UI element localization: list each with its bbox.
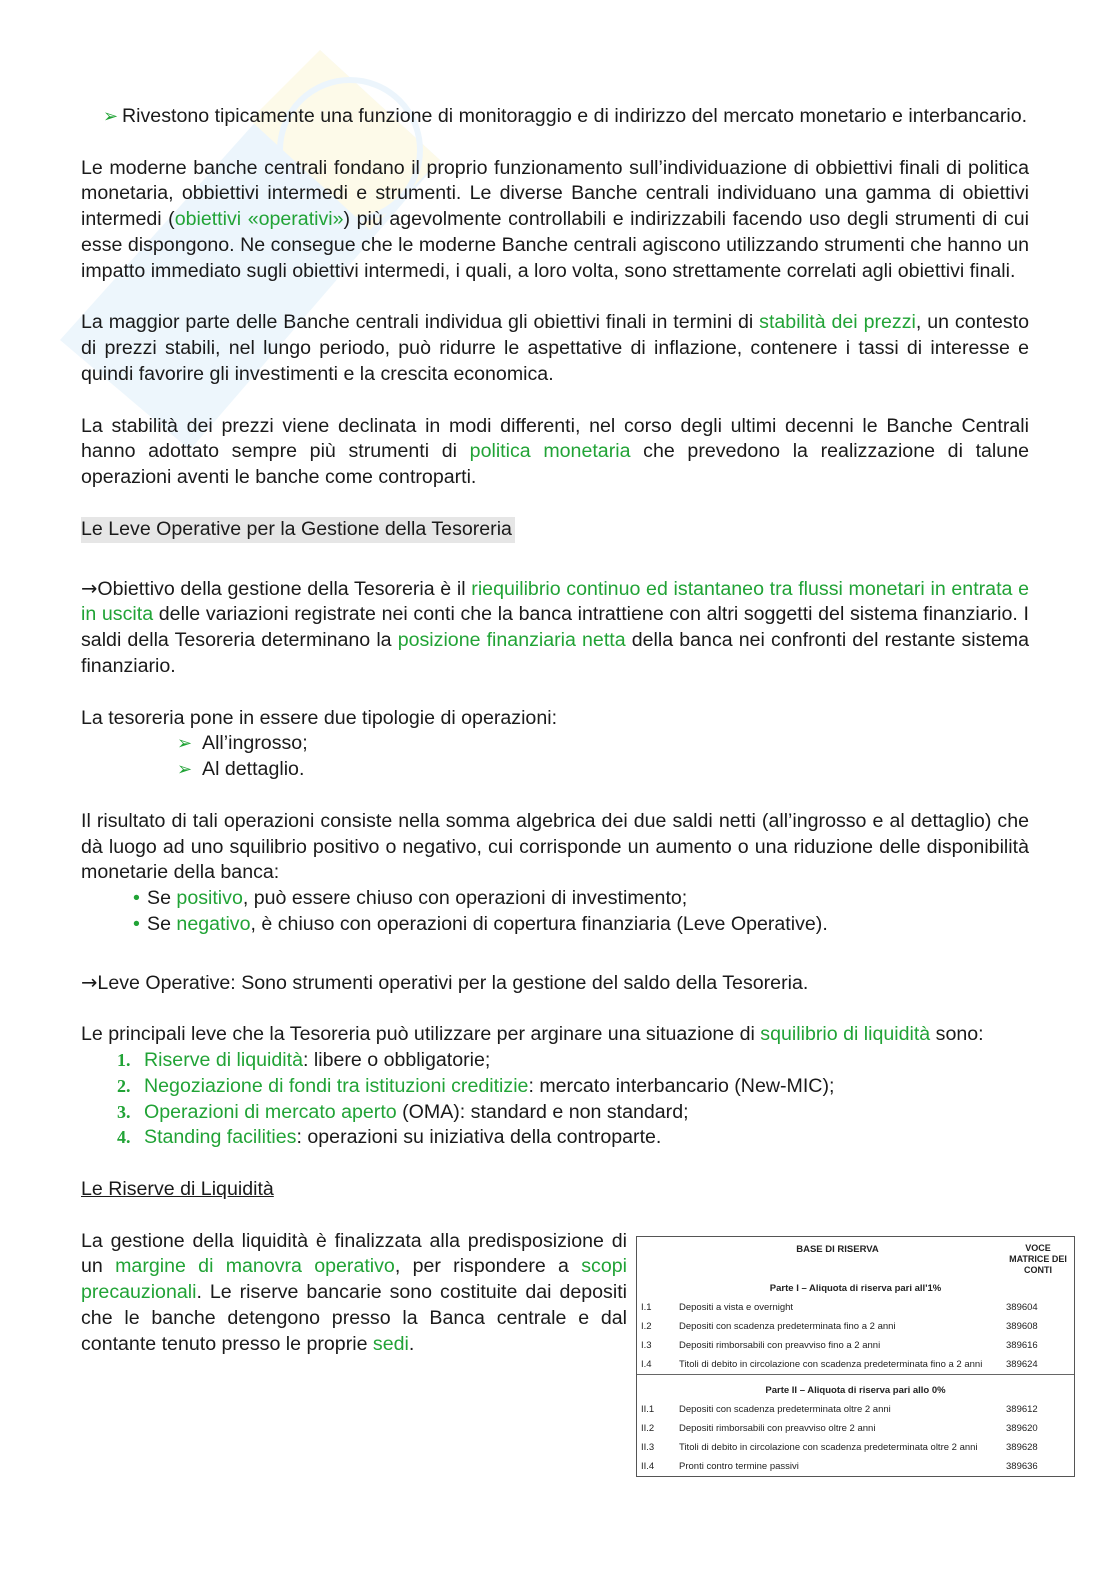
paragraph-operation-types: La tesoreria pone in essere due tipologie di operazioni: [81, 706, 558, 729]
table-row: II.4 Pronti contro termine passivi 389636 [641, 1460, 1038, 1472]
right-arrow-icon: → [81, 970, 98, 994]
list-item: • Se negativo, è chiuso con operazioni di copertura finanziaria (Leve Operative). [81, 912, 1029, 938]
table-row: I.1 Depositi a vista e overnight 389604 [641, 1301, 1038, 1313]
table-row: I.3 Depositi rimborsabili con preavviso fino a 2 anni 389616 [641, 1339, 1038, 1351]
table-row: II.1 Depositi con scadenza predeterminata oltre 2 anni 389612 [641, 1403, 1038, 1415]
top-bullet [81, 104, 1029, 130]
section-heading-leve-operative: Le Leve Operative per la Gestione della Tesoreria [81, 517, 1029, 543]
table-part-title: Parte II – Aliquota di riserva pari allo 0% [765, 1384, 946, 1396]
table-row: II.3 Titoli di debito in circolazione con scadenza predeterminata oltre 2 anni 389628 [641, 1441, 1038, 1453]
list-item: 4. Standing facilities: operazioni su iniziativa della controparte. [117, 1126, 662, 1149]
paragraph-main-levers: Le principali leve che la Tesoreria può utilizzare per arginare una situazione di squilibrio di liquidità sono: [81, 1023, 984, 1046]
list-item: • Se positivo, può essere chiuso con operazioni di investimento; [81, 886, 1029, 912]
arrow-bullet-icon: ➢ [177, 759, 193, 780]
imbalance-list [81, 886, 1029, 938]
dot-bullet-icon: • [133, 887, 140, 910]
right-arrow-icon: → [81, 576, 98, 600]
list-item: 3. Operazioni di mercato aperto (OMA): standard e non standard; [117, 1100, 689, 1123]
paragraph-objectives: Le moderne banche centrali fondano il proprio funzionamento sull’individuazione di obbiettivi finali di politica monetaria, obbiettivi intermedi e strumenti. Le diverse Banche centrali individuano una gamma di obiettivi intermedi (obiettivi «operativi») più agevolmente controllabili e indirizzabili facendo uso degli strumenti di cui esse dispongono. Ne consegue che le moderne Banche centrali agiscono utilizzando strumenti che hanno un impatto immediato sugli obiettivi intermedi, i quali, a loro volta, sono strettamente correlati agli obiettivi finali. [81, 156, 1029, 282]
top-bullet-text: Rivestono tipicamente una funzione di monitoraggio e di indirizzo del mercato monetario e interbancario. [122, 105, 1028, 127]
arrow-bullet-icon: ➢ [103, 106, 119, 126]
table-part-title: Parte I – Aliquota di riserva pari all'1% [769, 1282, 942, 1294]
operation-types-list [81, 731, 1029, 783]
list-item: ➢ Al dettaglio. [81, 757, 1029, 783]
list-item: 2. Negoziazione di fondi tra istituzioni creditizie: mercato interbancario (New-MIC); [117, 1074, 835, 1097]
levers-list [81, 1048, 1029, 1151]
table-row: I.4 Titoli di debito in circolazione con scadenza predeterminata fino a 2 anni 389624 [641, 1358, 1038, 1370]
paragraph-monetary-policy: La stabilità dei prezzi viene declinata in modi differenti, nel corso degli ultimi decenni le Banche Centrali hanno adottato sempre più strumenti di politica monetaria che prevedono la realizzazione di talune operazioni aventi le banche come controparti. [81, 414, 1029, 489]
dot-bullet-icon: • [133, 912, 140, 935]
table-row: II.2 Depositi rimborsabili con preavviso oltre 2 anni 389620 [641, 1422, 1038, 1434]
reserve-base-table [636, 1236, 1075, 1477]
riserve-section [81, 1229, 1067, 1472]
table-header-voce: VOCE MATRICE DEI CONTI [1009, 1242, 1067, 1275]
arrow-bullet-icon: ➢ [177, 733, 193, 754]
paragraph-leve-definition: →Leve Operative: Sono strumenti operativi per la gestione del saldo della Tesoreria. [81, 970, 809, 994]
table-header-base: BASE DI RISERVA [796, 1243, 879, 1255]
paragraph-operation-result: Il risultato di tali operazioni consiste nella somma algebrica dei due saldi netti (all’ingrosso e al dettaglio) che dà luogo ad uno squilibrio positivo o negativo, cui corrisponde un aumento o una riduzione delle disponibilità monetarie della banca: [81, 809, 1029, 884]
document-page [81, 104, 1067, 1472]
section-heading-riserve: Le Riserve di Liquidità [81, 1178, 274, 1201]
paragraph-price-stability: La maggior parte delle Banche centrali individua gli obiettivi finali in termini di stabilità dei prezzi, un contesto di prezzi stabili, nel lungo periodo, può ridurre le aspettative di inflazione, contenere i tassi di interesse e quindi favorire gli investimenti e la crescita economica. [81, 311, 1029, 385]
table-row: I.2 Depositi con scadenza predeterminata fino a 2 anni 389608 [641, 1320, 1038, 1332]
list-item: ➢ All’ingrosso; [81, 731, 1029, 757]
list-item: 1. Riserve di liquidità: libere o obbligatorie; [117, 1049, 491, 1072]
paragraph-treasury-objective: →Obiettivo della gestione della Tesoreria è il riequilibrio continuo ed istantaneo tra flussi monetari in entrata e in uscita delle variazioni registrate nei conti che la banca intrattiene con altri soggetti del sistema finanziario. I saldi della Tesoreria determinano la posizione finanziaria netta della banca nei confronti del restante sistema finanziario. [81, 576, 1029, 677]
paragraph-liquidity-management: La gestione della liquidità è finalizzata alla predisposizione di un margine di manovra operativo, per rispondere a scopi precauzionali. Le riserve bancarie sono costituite dai depositi che le banche detengono presso la Banca centrale e dal contante tenuto presso le proprie sedi. [81, 1229, 627, 1355]
